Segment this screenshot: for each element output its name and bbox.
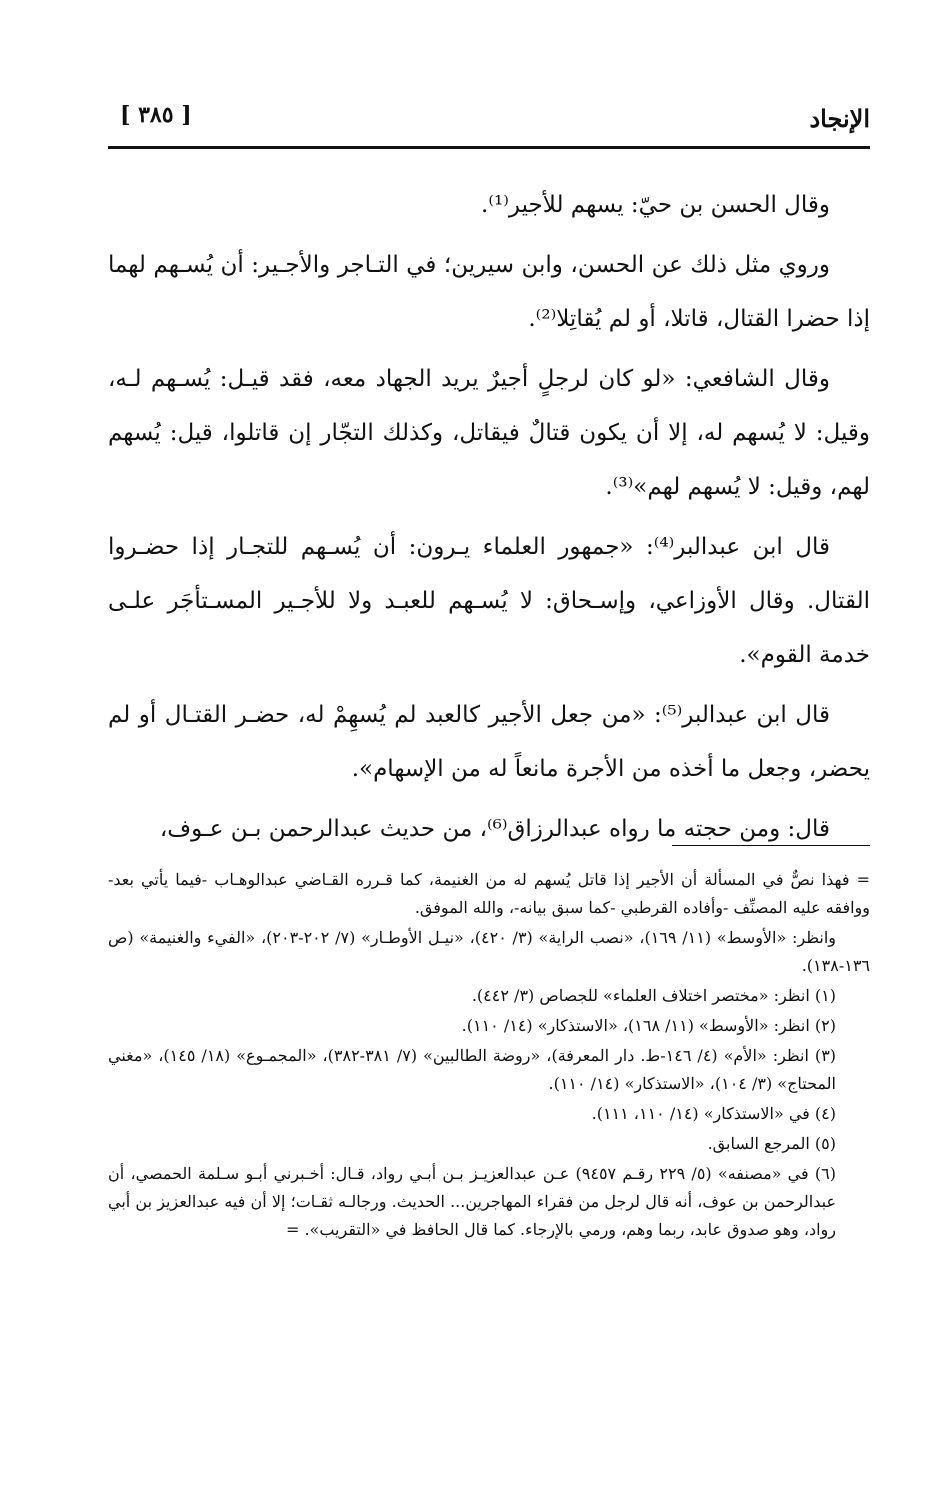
page-header	[108, 98, 870, 142]
body-paragraph: وقال الشافعي: «لو كان لرجلٍ أجيرٌ يريد الجهاد معه، فقد قيـل: يُسـهم لـه، وقيل: لا يُسهم له، إلا أن يكون قتالٌ فيقاتل، وكذلك التجّار إن قاتلوا، قيل: يُسهم لهم، وقيل: لا يُسهم لهم»⁽³⁾.	[108, 366, 870, 500]
page-number: [ ٣٨٥ ]	[120, 102, 192, 128]
footnote-item: (٣) انظر: «الأم» (٤/ ١٤٦-ط. دار المعرفة)، «روضة الطالبين» (٧/ ٣٨١-٣٨٢)، «المجمـوع» (١٨/ ١٤٥)، «مغني المحتاج» (٣/ ١٠٤)، «الاستذكار» (١٤/ ١١٠).	[108, 1046, 837, 1093]
footnote-item: (٤) في «الاستذكار» (١٤/ ١١٠، ١١١).	[591, 1104, 836, 1123]
body-paragraph: قال: ومن حجته ما رواه عبدالرزاق⁽⁶⁾، من حديث عبدالرحمن بـن عـوف،	[159, 816, 830, 842]
footnote-item: (٦) في «مصنفه» (٥/ ٢٢٩ رقـم ٩٤٥٧) عـن عبدالعزيـز بـن أبـي رواد، قـال: أخـبرني أبـو سـلمة الحمصي، أن عبدالرحمن بن عوف، أنه قال لرجل من فقراء المهاجرين... الحديث. ورجالـه ثقـات؛ إلا أن فيه عبدالعزيز بن أبي رواد، وهو صدوق عابد، ربما وهم، ورمي بالإرجاء. كما قال الحافظ في «التقريب». =	[108, 1164, 837, 1239]
body-paragraph: وقال الحسن بن حيّ: يسهم للأجير⁽¹⁾.	[481, 192, 830, 218]
body-paragraph: قال ابن عبدالبر⁽⁴⁾: «جمهور العلماء يـرون: أن يُسـهم للتجـار إذا حضـروا القتال. وقال الأوزاعي، وإسـحاق: لا يُسـهم للعبـد ولا للأجـير المسـتأجَر علـى خدمة القوم».	[108, 534, 870, 668]
main-text	[108, 178, 870, 862]
header-divider	[108, 146, 870, 149]
footnote-see-also: وانظر: «الأوسط» (١١/ ١٦٩)، «نصب الراية» (٣/ ٤٢٠)، «نيـل الأوطـار» (٧/ ٢٠٢-٢٠٣)، «الفيء والغنيمة» (ص ١٣٦-١٣٨).	[108, 928, 870, 975]
footnote-item: (٥) المرجع السابق.	[707, 1134, 836, 1153]
footnote-item: (١) انظر: «مختصر اختلاف العلماء» للجصاص (٣/ ٤٤٢).	[471, 986, 836, 1005]
body-paragraph: قال ابن عبدالبر⁽⁵⁾: «من جعل الأجير كالعبد لم يُسهِمْ له، حضـر القتـال أو لم يحضر، وجعل ما أخذه من الأجرة مانعاً له من الإسهام».	[108, 702, 870, 782]
footnotes	[108, 866, 870, 1246]
body-paragraph: وروي مثل ذلك عن الحسن، وابن سيرين؛ في التـاجر والأجـير: أن يُسـهم لهما إذا حضرا القتال، قاتلا، أو لم يُقاتِلا⁽²⁾.	[108, 252, 870, 332]
footnote-continuation: = فهذا نصٌّ في المسألة أن الأجير إذا قاتل يُسهم له من الغنيمة، كما قـرره القـاضي عبدالوهـاب -فيما يأتي بعد- ووافقه عليه المصنِّف -وأفاده القرطبي -كما سبق بيانه-، والله الموفق.	[108, 870, 870, 917]
footnote-item: (٢) انظر: «الأوسط» (١١/ ١٦٨)، «الاستذكار» (١٤/ ١١٠).	[461, 1016, 836, 1035]
footnote-divider	[672, 845, 870, 846]
running-title: الإنجاد	[809, 104, 870, 133]
